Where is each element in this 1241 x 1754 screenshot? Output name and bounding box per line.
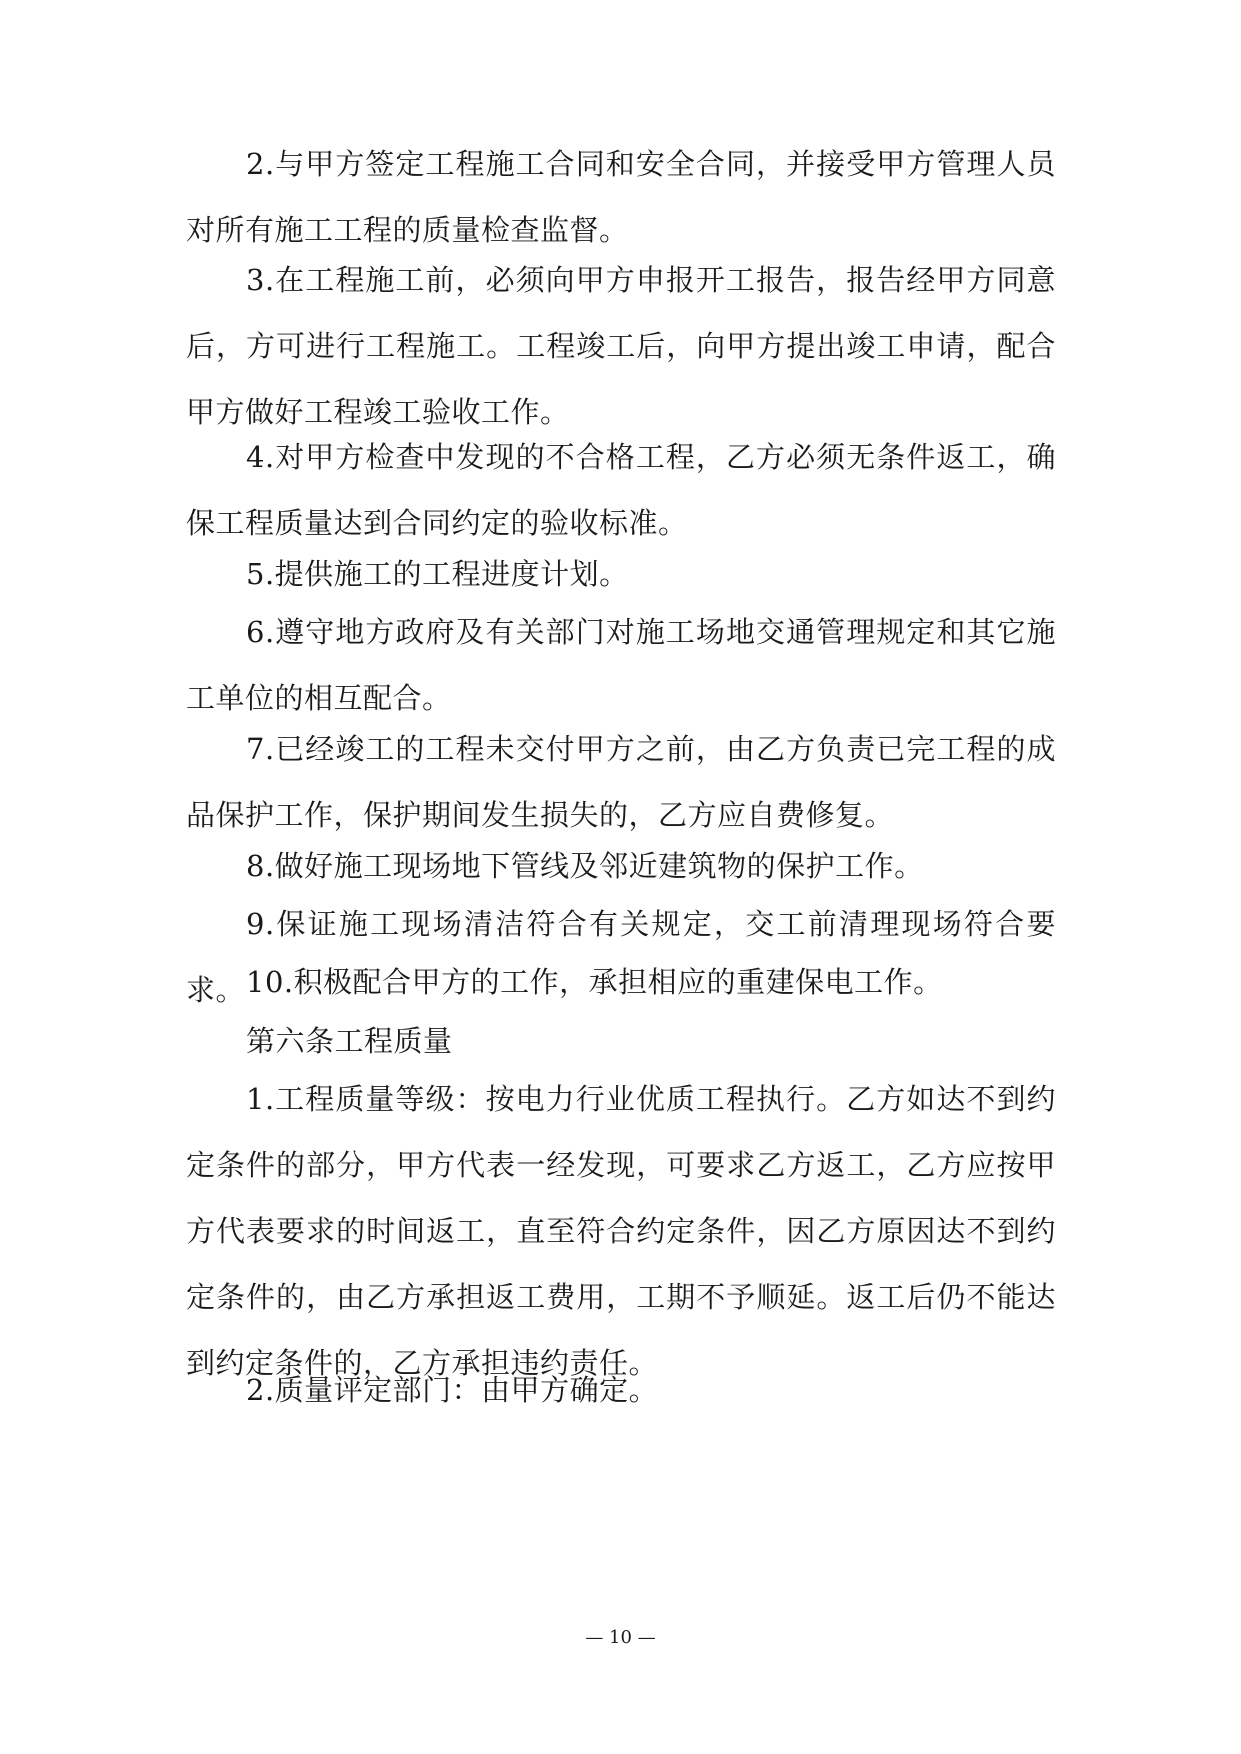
paragraph-item-8: 8.做好施工现场地下管线及邻近建筑物的保护工作。 bbox=[246, 849, 924, 883]
paragraph-item-5: 5.提供施工的工程进度计划。 bbox=[246, 557, 629, 591]
paragraph-item-2: 2.与甲方签定工程施工合同和安全合同，并接受甲方管理人员对所有施工工程的质量检查监督。 bbox=[186, 147, 1056, 247]
paragraph-item-9: 9.保证施工现场清洁符合有关规定，交工前清理现场符合要求。 bbox=[186, 907, 1056, 1007]
page-number: — 10 — bbox=[585, 1627, 656, 1648]
paragraph-item-4: 4.对甲方检查中发现的不合格工程，乙方必须无条件返工，确保工程质量达到合同约定的验收标准。 bbox=[186, 440, 1056, 540]
paragraph-item-10: 10.积极配合甲方的工作，承担相应的重建保电工作。 bbox=[246, 965, 943, 999]
section-heading: 第六条工程质量 bbox=[246, 1024, 453, 1058]
paragraph-item-3: 3.在工程施工前，必须向甲方申报开工报告，报告经甲方同意后，方可进行工程施工。工程竣工后，向甲方提出竣工申请，配合甲方做好工程竣工验收工作。 bbox=[186, 263, 1056, 429]
quality-clause-2: 2.质量评定部门：由甲方确定。 bbox=[246, 1373, 659, 1407]
paragraph-item-7: 7.已经竣工的工程未交付甲方之前，由乙方负责已完工程的成品保护工作，保护期间发生损失的，乙方应自费修复。 bbox=[186, 732, 1056, 832]
paragraph-item-6: 6.遵守地方政府及有关部门对施工场地交通管理规定和其它施工单位的相互配合。 bbox=[186, 615, 1056, 715]
quality-clause-1: 1.工程质量等级：按电力行业优质工程执行。乙方如达不到约定条件的部分，甲方代表一经发现，可要求乙方返工，乙方应按甲方代表要求的时间返工，直至符合约定条件，因乙方原因达不到约定条件的，由乙方承担返工费用，工期不予顺延。返工后仍不能达到约定条件的，乙方承担违约责任。 bbox=[186, 1082, 1056, 1380]
